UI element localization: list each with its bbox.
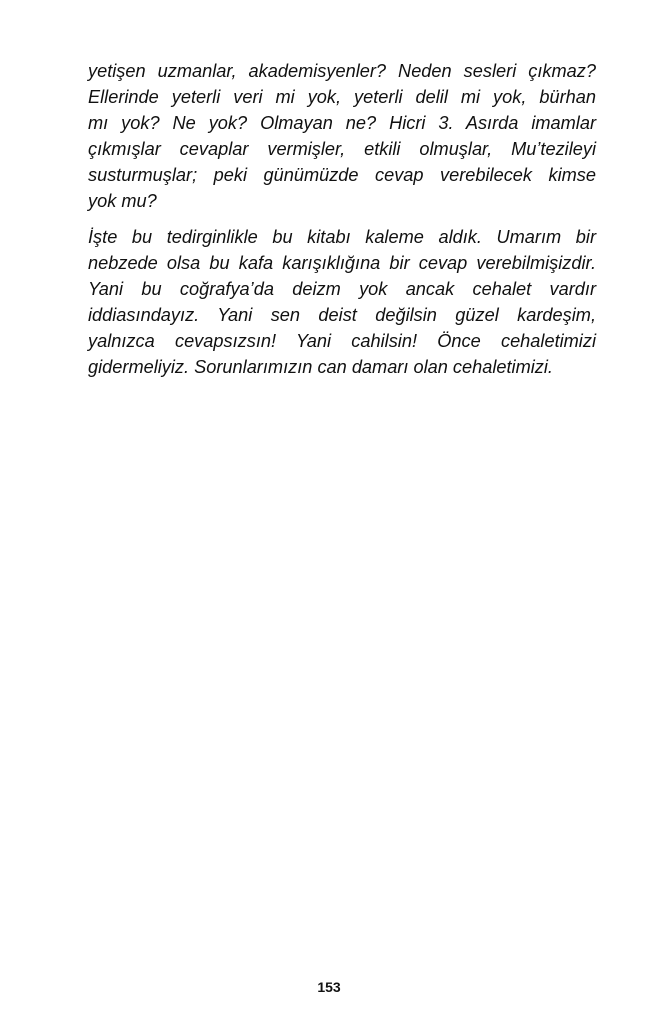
- text-line: susturmuşlar; peki günümüzde cevap verebilecek kimse: [88, 165, 596, 185]
- text-line: iddiasındayız. Yani sen deist değilsin güzel kardeşim,: [88, 305, 596, 325]
- page-number: 153: [317, 979, 341, 995]
- text-line: yetişen uzmanlar, akademisyenler? Neden sesleri çıkmaz?: [88, 61, 596, 81]
- body-text: [88, 58, 596, 380]
- text-line: çıkmışlar cevaplar vermişler, etkili olmuşlar, Mu’tezileyi: [88, 139, 596, 159]
- text-line: nebzede olsa bu kafa karışıklığına bir cevap verebilmişizdir.: [88, 253, 596, 273]
- text-line: yalnızca cevapsızsın! Yani cahilsin! Önce cehaletimizi: [88, 331, 596, 351]
- text-line: mı yok? Ne yok? Olmayan ne? Hicri 3. Asırda imamlar: [88, 113, 596, 133]
- text-line: gidermeliyiz. Sorunlarımızın can damarı olan cehaletimizi.: [88, 357, 553, 377]
- text-line: Yani bu coğrafya’da deizm yok ancak cehalet vardır: [88, 279, 596, 299]
- paragraph-2: [88, 224, 596, 380]
- text-line: İşte bu tedirginlikle bu kitabı kaleme aldık. Umarım bir: [88, 227, 596, 247]
- paragraph-1: [88, 58, 596, 214]
- text-line: Ellerinde yeterli veri mi yok, yeterli delil mi yok, bürhan: [88, 87, 596, 107]
- text-line: yok mu?: [88, 191, 157, 211]
